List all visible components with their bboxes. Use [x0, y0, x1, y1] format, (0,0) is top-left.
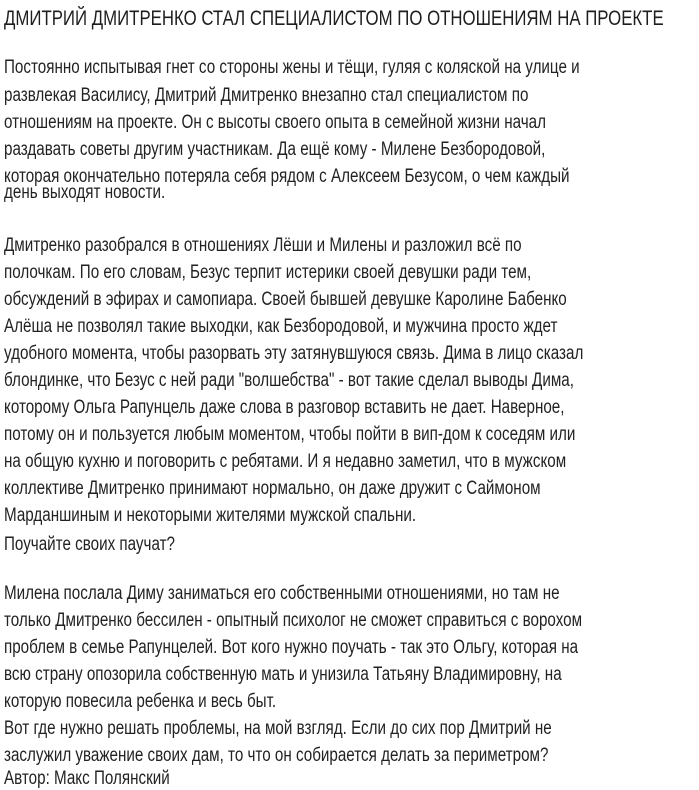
text-line: Поучайте своих паучат?: [4, 534, 175, 555]
author-line: Автор: Макс Полянский: [4, 768, 170, 789]
text-line: заслужил уважение своих дам, то что он собирается делать за периметром?: [4, 745, 549, 766]
text-line: Милена послала Диму заниматься его собственными отношениями, но там не: [4, 583, 560, 604]
text-line: Постоянно испытывая гнет со стороны жены и тёщи, гуляя с коляской на улице и: [4, 57, 580, 78]
text-line: которую повесила ребенка и весь быт.: [4, 691, 277, 712]
text-line: блондинке, что Безус с ней ради "волшебства" - вот такие сделал выводы Дима,: [4, 370, 574, 391]
text-line: коллективе Дмитренко принимают нормально, он даже дружит с Саймоном: [4, 478, 541, 499]
article-title: ДМИТРИЙ ДМИТРЕНКО СТАЛ СПЕЦИАЛИСТОМ ПО ОТНОШЕНИЯМ НА ПРОЕКТЕ: [4, 7, 664, 30]
text-line: которому Ольга Рапунцель даже слова в разговор вставить не дает. Наверное,: [4, 397, 565, 418]
text-line: на общую кухню и поговорить с ребятами. И я недавно заметил, что в мужском: [4, 451, 567, 472]
text-line: потому он и пользуется любым моментом, чтобы пойти в вип-дом к соседям или: [4, 424, 576, 445]
text-line: Дмитренко разобрался в отношениях Лёши и Милены и разложил всё по: [4, 235, 522, 256]
text-line: раздавать советы другим участникам. Да ещё кому - Милене Безбородовой,: [4, 139, 546, 160]
text-line: день выходят новости.: [4, 182, 166, 203]
text-line: отношениям на проекте. Он с высоты своего опыта в семейной жизни начал: [4, 112, 546, 133]
text-line: Марданшиным и некоторыми жителями мужской спальни.: [4, 505, 417, 526]
text-line: только Дмитренко бессилен - опытный психолог не сможет справиться с ворохом: [4, 610, 583, 631]
text-line: которая окончательно потеряла себя рядом с Алексеем Безусом, о чем каждый: [4, 166, 570, 187]
text-line: всю страну опозорила собственную мать и унизила Татьяну Владимировну, на: [4, 664, 562, 685]
text-line: удобного момента, чтобы разорвать эту затянувшуюся связь. Дима в лицо сказал: [4, 343, 584, 364]
text-line: полочкам. По его словам, Безус терпит истерики своей девушки ради тем,: [4, 262, 532, 283]
text-line: развлекая Василису, Дмитрий Дмитренко внезапно стал специалистом по: [4, 85, 529, 106]
text-line: обсуждений в эфирах и самопиара. Своей бывшей девушке Каролине Бабенко: [4, 289, 567, 310]
text-line: проблем в семье Рапунцелей. Вот кого нужно поучать - так это Ольгу, которая на: [4, 637, 579, 658]
text-line: Вот где нужно решать проблемы, на мой взгляд. Если до сих пор Дмитрий не: [4, 718, 552, 739]
text-line: Алёша не позволял такие выходки, как Безбородовой, и мужчина просто ждет: [4, 316, 558, 337]
